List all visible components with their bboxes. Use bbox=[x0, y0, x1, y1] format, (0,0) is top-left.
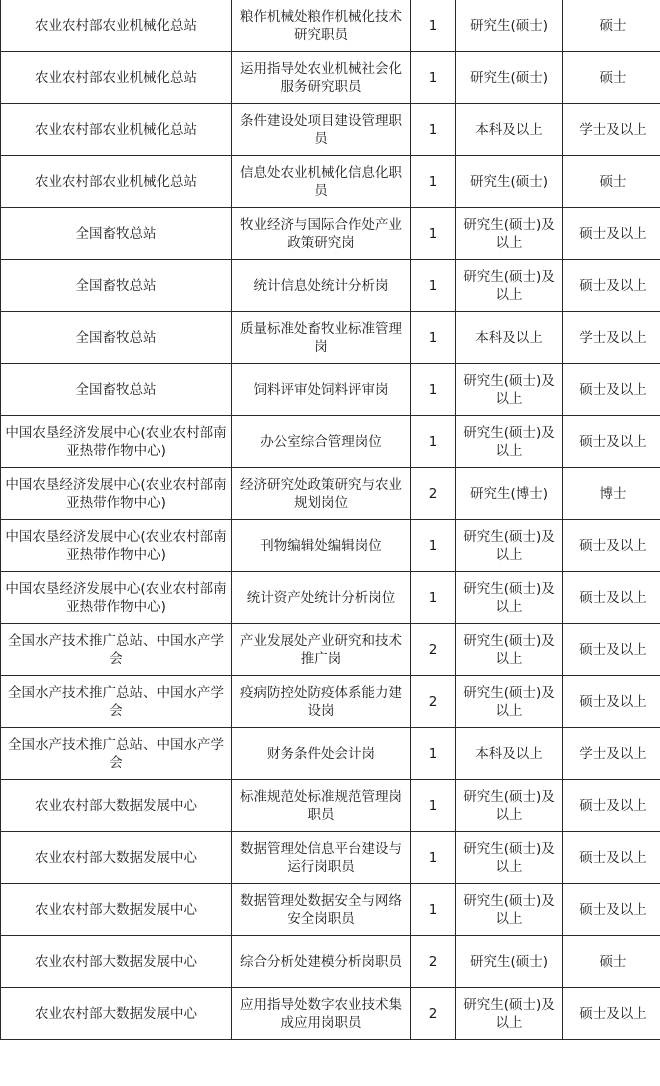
count-cell: 1 bbox=[411, 364, 456, 416]
unit-cell: 农业农村部农业机械化总站 bbox=[1, 104, 232, 156]
unit-cell: 农业农村部大数据发展中心 bbox=[1, 936, 232, 988]
education-cell: 研究生(硕士)及以上 bbox=[456, 416, 563, 468]
education-cell: 研究生(硕士)及以上 bbox=[456, 676, 563, 728]
unit-cell: 全国水产技术推广总站、中国水产学会 bbox=[1, 728, 232, 780]
education-cell: 研究生(硕士)及以上 bbox=[456, 884, 563, 936]
count-cell: 1 bbox=[411, 884, 456, 936]
education-cell: 研究生(硕士)及以上 bbox=[456, 832, 563, 884]
unit-cell: 全国水产技术推广总站、中国水产学会 bbox=[1, 624, 232, 676]
table-row bbox=[1, 884, 660, 936]
unit-cell: 农业农村部农业机械化总站 bbox=[1, 52, 232, 104]
position-cell: 刊物编辑处编辑岗位 bbox=[232, 520, 411, 572]
degree-cell: 硕士 bbox=[563, 156, 660, 208]
table-row bbox=[1, 728, 660, 780]
degree-cell: 硕士及以上 bbox=[563, 780, 660, 832]
position-cell: 疫病防控处防疫体系能力建设岗 bbox=[232, 676, 411, 728]
unit-cell: 全国畜牧总站 bbox=[1, 364, 232, 416]
unit-cell: 全国畜牧总站 bbox=[1, 260, 232, 312]
degree-cell: 硕士及以上 bbox=[563, 832, 660, 884]
degree-cell: 硕士 bbox=[563, 0, 660, 52]
education-cell: 研究生(硕士) bbox=[456, 156, 563, 208]
table-row bbox=[1, 468, 660, 520]
position-cell: 财务条件处会计岗 bbox=[232, 728, 411, 780]
table-row bbox=[1, 520, 660, 572]
position-cell: 数据管理处数据安全与网络安全岗职员 bbox=[232, 884, 411, 936]
table-row bbox=[1, 208, 660, 260]
unit-cell: 中国农垦经济发展中心(农业农村部南亚热带作物中心) bbox=[1, 468, 232, 520]
table-row bbox=[1, 364, 660, 416]
degree-cell: 硕士及以上 bbox=[563, 988, 660, 1040]
degree-cell: 硕士及以上 bbox=[563, 624, 660, 676]
degree-cell: 学士及以上 bbox=[563, 728, 660, 780]
unit-cell: 中国农垦经济发展中心(农业农村部南亚热带作物中心) bbox=[1, 572, 232, 624]
count-cell: 1 bbox=[411, 312, 456, 364]
education-cell: 研究生(硕士) bbox=[456, 52, 563, 104]
education-cell: 研究生(博士) bbox=[456, 468, 563, 520]
position-cell: 应用指导处数字农业技术集成应用岗职员 bbox=[232, 988, 411, 1040]
position-cell: 标准规范处标准规范管理岗职员 bbox=[232, 780, 411, 832]
table-row bbox=[1, 260, 660, 312]
education-cell: 研究生(硕士)及以上 bbox=[456, 572, 563, 624]
count-cell: 2 bbox=[411, 468, 456, 520]
position-cell: 条件建设处项目建设管理职员 bbox=[232, 104, 411, 156]
count-cell: 1 bbox=[411, 520, 456, 572]
count-cell: 1 bbox=[411, 156, 456, 208]
degree-cell: 硕士及以上 bbox=[563, 260, 660, 312]
education-cell: 研究生(硕士)及以上 bbox=[456, 988, 563, 1040]
position-cell: 信息处农业机械化信息化职员 bbox=[232, 156, 411, 208]
unit-cell: 全国水产技术推广总站、中国水产学会 bbox=[1, 676, 232, 728]
count-cell: 1 bbox=[411, 780, 456, 832]
degree-cell: 硕士 bbox=[563, 52, 660, 104]
education-cell: 研究生(硕士) bbox=[456, 0, 563, 52]
table-row bbox=[1, 104, 660, 156]
education-cell: 研究生(硕士)及以上 bbox=[456, 260, 563, 312]
degree-cell: 硕士及以上 bbox=[563, 416, 660, 468]
count-cell: 1 bbox=[411, 728, 456, 780]
degree-cell: 硕士及以上 bbox=[563, 572, 660, 624]
education-cell: 研究生(硕士)及以上 bbox=[456, 364, 563, 416]
degree-cell: 博士 bbox=[563, 468, 660, 520]
education-cell: 研究生(硕士)及以上 bbox=[456, 780, 563, 832]
count-cell: 1 bbox=[411, 572, 456, 624]
count-cell: 2 bbox=[411, 988, 456, 1040]
degree-cell: 硕士及以上 bbox=[563, 364, 660, 416]
unit-cell: 农业农村部大数据发展中心 bbox=[1, 884, 232, 936]
unit-cell: 全国畜牧总站 bbox=[1, 208, 232, 260]
unit-cell: 农业农村部农业机械化总站 bbox=[1, 156, 232, 208]
table-row bbox=[1, 624, 660, 676]
education-cell: 研究生(硕士)及以上 bbox=[456, 624, 563, 676]
degree-cell: 硕士 bbox=[563, 936, 660, 988]
count-cell: 2 bbox=[411, 936, 456, 988]
position-cell: 粮作机械处粮作机械化技术研究职员 bbox=[232, 0, 411, 52]
degree-cell: 硕士及以上 bbox=[563, 676, 660, 728]
unit-cell: 全国畜牧总站 bbox=[1, 312, 232, 364]
position-cell: 数据管理处信息平台建设与运行岗职员 bbox=[232, 832, 411, 884]
degree-cell: 硕士及以上 bbox=[563, 884, 660, 936]
position-cell: 饲料评审处饲料评审岗 bbox=[232, 364, 411, 416]
position-cell: 牧业经济与国际合作处产业政策研究岗 bbox=[232, 208, 411, 260]
count-cell: 1 bbox=[411, 208, 456, 260]
table-row bbox=[1, 936, 660, 988]
count-cell: 1 bbox=[411, 52, 456, 104]
education-cell: 研究生(硕士)及以上 bbox=[456, 208, 563, 260]
count-cell: 1 bbox=[411, 416, 456, 468]
position-cell: 统计资产处统计分析岗位 bbox=[232, 572, 411, 624]
degree-cell: 学士及以上 bbox=[563, 104, 660, 156]
unit-cell: 农业农村部大数据发展中心 bbox=[1, 988, 232, 1040]
count-cell: 2 bbox=[411, 676, 456, 728]
count-cell: 2 bbox=[411, 624, 456, 676]
position-cell: 统计信息处统计分析岗 bbox=[232, 260, 411, 312]
position-cell: 运用指导处农业机械社会化服务研究职员 bbox=[232, 52, 411, 104]
count-cell: 1 bbox=[411, 104, 456, 156]
degree-cell: 学士及以上 bbox=[563, 312, 660, 364]
table-row bbox=[1, 676, 660, 728]
unit-cell: 农业农村部农业机械化总站 bbox=[1, 0, 232, 52]
table-row bbox=[1, 780, 660, 832]
education-cell: 本科及以上 bbox=[456, 312, 563, 364]
unit-cell: 中国农垦经济发展中心(农业农村部南亚热带作物中心) bbox=[1, 416, 232, 468]
table-row bbox=[1, 312, 660, 364]
position-cell: 综合分析处建模分析岗职员 bbox=[232, 936, 411, 988]
table-row bbox=[1, 572, 660, 624]
table-row bbox=[1, 156, 660, 208]
position-cell: 产业发展处产业研究和技术推广岗 bbox=[232, 624, 411, 676]
position-cell: 办公室综合管理岗位 bbox=[232, 416, 411, 468]
degree-cell: 硕士及以上 bbox=[563, 208, 660, 260]
education-cell: 研究生(硕士)及以上 bbox=[456, 520, 563, 572]
degree-cell: 硕士及以上 bbox=[563, 520, 660, 572]
count-cell: 1 bbox=[411, 0, 456, 52]
education-cell: 研究生(硕士) bbox=[456, 936, 563, 988]
unit-cell: 农业农村部大数据发展中心 bbox=[1, 832, 232, 884]
table-row bbox=[1, 832, 660, 884]
count-cell: 1 bbox=[411, 260, 456, 312]
table-row bbox=[1, 416, 660, 468]
table-row bbox=[1, 988, 660, 1040]
position-cell: 质量标准处畜牧业标准管理岗 bbox=[232, 312, 411, 364]
position-cell: 经济研究处政策研究与农业规划岗位 bbox=[232, 468, 411, 520]
unit-cell: 中国农垦经济发展中心(农业农村部南亚热带作物中心) bbox=[1, 520, 232, 572]
count-cell: 1 bbox=[411, 832, 456, 884]
unit-cell: 农业农村部大数据发展中心 bbox=[1, 780, 232, 832]
table-row bbox=[1, 0, 660, 52]
table-row bbox=[1, 52, 660, 104]
education-cell: 本科及以上 bbox=[456, 728, 563, 780]
table-body bbox=[1, 0, 660, 1040]
education-cell: 本科及以上 bbox=[456, 104, 563, 156]
